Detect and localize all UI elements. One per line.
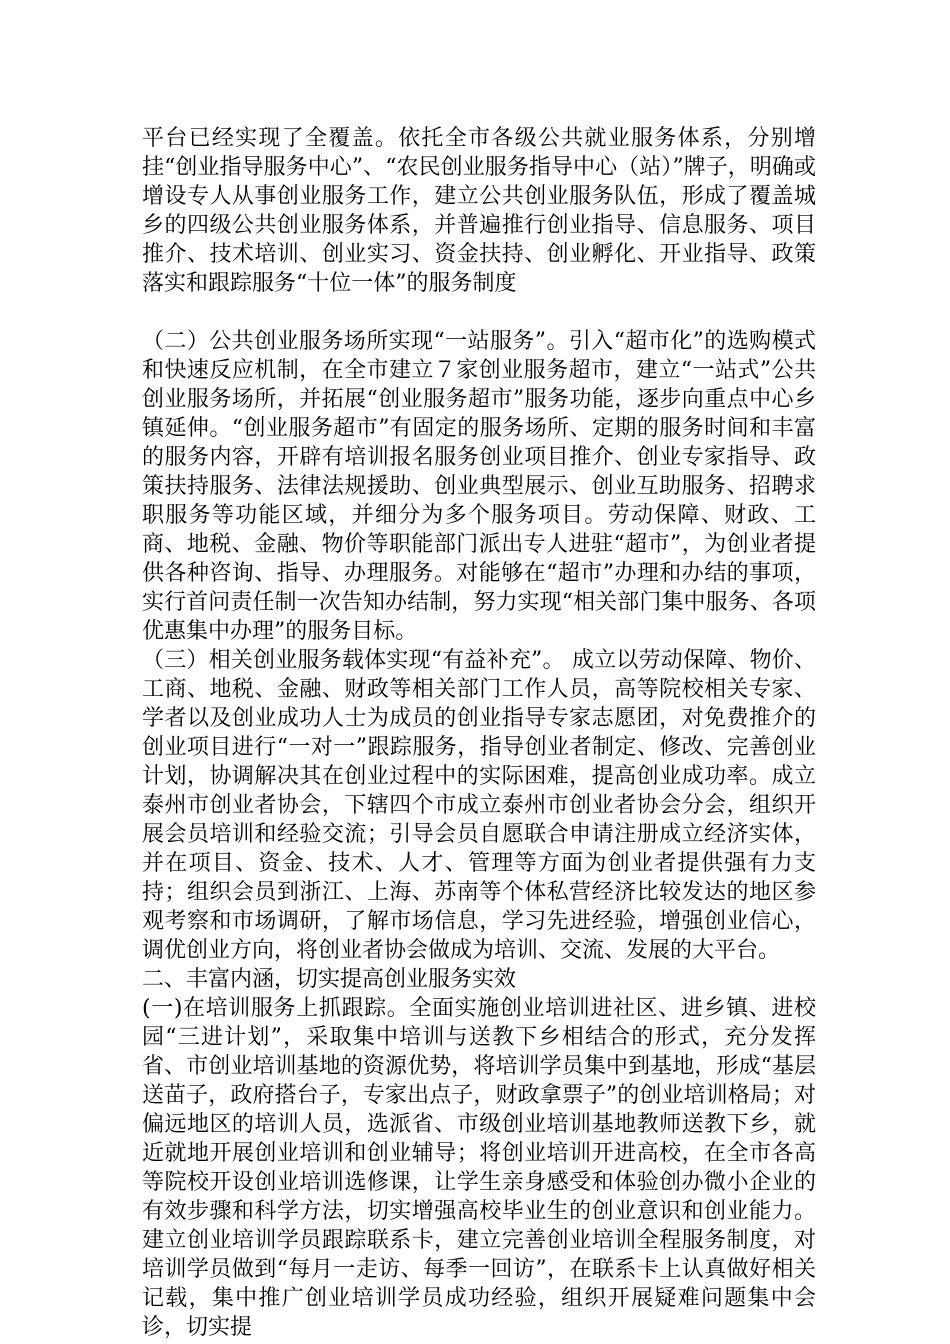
paragraph-spacer [142,298,816,327]
document-page [142,124,816,1342]
paragraph-service-system: 平台已经实现了全覆盖。依托全市各级公共就业服务体系，分别增挂“创业指导服务中心”、“农民创业服务指导中心（站）”牌子，明确或增设专人从事创业服务工作，建立公共创业服务队伍，形成了覆盖城乡的四级公共创业服务体系，并普遍推行创业指导、信息服务、项目推介、技术培训、创业实习、资金扶持、创业孵化、开业指导、政策落实和跟踪服务“十位一体”的服务制度 [142,126,816,296]
paragraph-beneficial-supplement: （三）相关创业服务载体实现“有益补充”。 成立以劳动保障、物价、工商、地税、金融、财政等相关部门工作人员，高等院校相关专家、学者以及创业成功人士为成员的创业指导专家志愿团，对免费推介的创业项目进行“一对一”跟踪服务，指导创业者制定、修改、完善创业计划，协调解决其在创业过程中的实际困难，提高创业成功率。成立泰州市创业者协会，下辖四个市成立泰州市创业者协会分会，组织开展会员培训和经验交流；引导会员自愿联合申请注册成立经济实体，并在项目、资金、技术、人才、管理等方面为创业者提供强有力支持；组织会员到浙江、上海、苏南等个体私营经济比较发达的地区参观考察和市场调研，了解市场信息，学习先进经验，增强创业信心，调优创业方向，将创业者协会做成为培训、交流、发展的大平台。 [142,648,816,963]
section-heading-two: 二、丰富内涵，切实提高创业服务实效 [142,967,517,992]
paragraph-training-tracking: (一)在培训服务上抓跟踪。全面实施创业培训进社区、进乡镇、进校园“三进计划”，采取集中培训与送教下乡相结合的形式，充分发挥省、市创业培训基地的资源优势，将培训学员集中到基地，形成“基层送苗子，政府搭台子，专家出点子，财政拿票子”的创业培训格局；对偏远地区的培训人员，选派省、市级创业培训基地教师送教下乡，就近就地开展创业培训和创业辅导；将创业培训开进高校，在全市各高等院校开设创业培训选修课，让学生亲身感受和体验创办微小企业的有效步骤和科学方法，切实增强高校毕业生的创业意识和创业能力。建立创业培训学员跟踪联系卡，建立完善创业培训全程服务制度，对培训学员做到“每月一走访、每季一回访”，在联系卡上认真做好相关记载，集中推广创业培训学员成功经验，组织开展疑难问题集中会诊，切实提 [142,996,816,1340]
paragraph-one-stop-service: （二）公共创业服务场所实现“一站服务”。引入“超市化”的选购模式和快速反应机制，在全市建立７家创业服务超市，建立“一站式”公共创业服务场所，并拓展“创业服务超市”服务功能，逐步向重点中心乡镇延伸。“创业服务超市”有固定的服务场所、定期的服务时间和丰富的服务内容，开辟有培训报名服务创业项目推介、创业专家指导、政策扶持服务、法律法规援助、创业典型展示、创业互助服务、招聘求职服务等功能区域，并细分为多个服务项目。劳动保障、财政、工商、地税、金融、物价等职能部门派出专人进驻“超市”，为创业者提供各种咨询、指导、办理服务。对能够在“超市”办理和办结的事项，实行首问责任制一次告知办结制，努力实现“相关部门集中服务、各项优惠集中办理”的服务目标。 [142,329,816,644]
